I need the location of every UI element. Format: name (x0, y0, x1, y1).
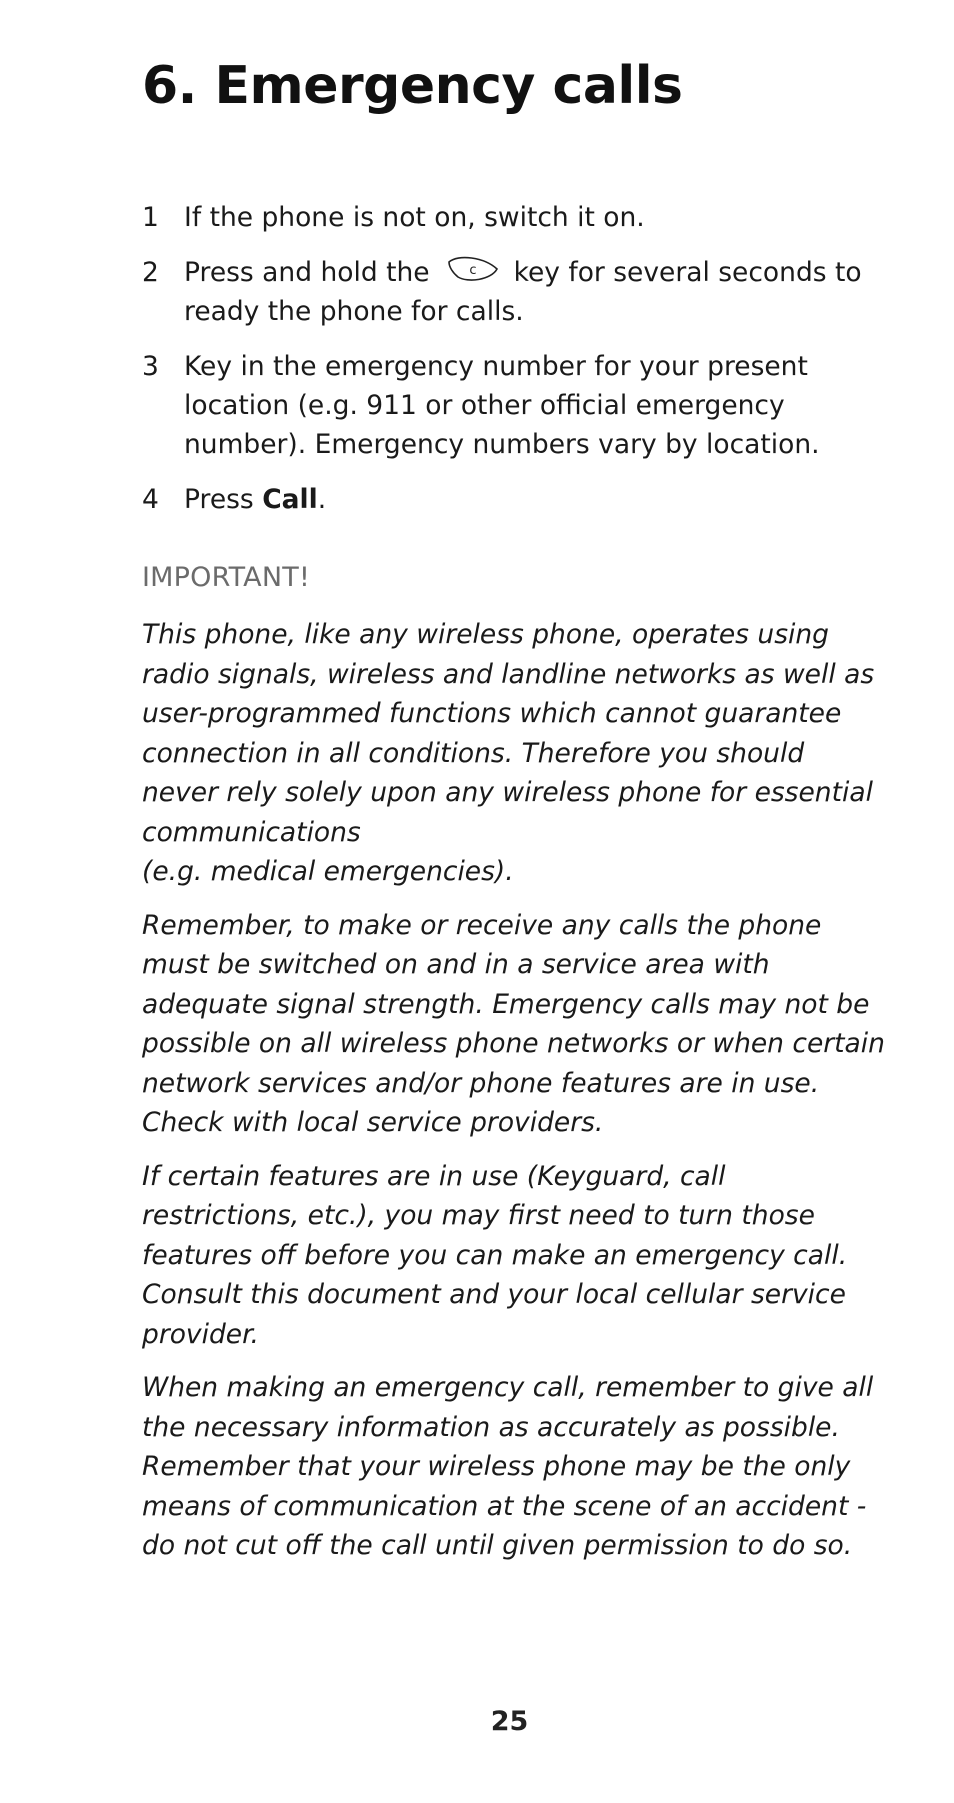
step-text: If the phone is not on, switch it on. (184, 202, 645, 233)
step-item (142, 253, 882, 331)
step-number: 4 (142, 484, 159, 515)
step-item (142, 198, 882, 237)
step-text-before: Press (184, 484, 254, 515)
important-paragraph: This phone, like any wireless phone, operates using radio signals, wireless and landline networks as well as user-programmed functions which cannot guarantee connection in all conditions. Therefore you should never rely solely upon any wireless phone for essential communications (e.g. medical emergencies). (142, 619, 875, 887)
svg-text:c: c (468, 263, 477, 278)
step-number: 2 (142, 257, 159, 288)
step-number: 1 (142, 202, 159, 233)
step-text (184, 253, 882, 331)
step-text: Key in the emergency number for your present location (e.g. 911 or other official emergency number). Emergency numbers vary by location. (184, 351, 820, 460)
page-number: 25 (490, 1706, 529, 1737)
step-text-after: key for several seconds to ready the phone for calls. (184, 257, 862, 327)
call-softkey-label: Call (262, 484, 318, 515)
step-text-after: . (317, 484, 327, 515)
important-paragraph: Remember, to make or receive any calls the phone must be switched on and in a service area with adequate signal strength. Emergency calls may not be possible on all wireless phone networks or when certain network services and/or phone features are in use. Check with local service providers. (142, 909, 885, 1138)
important-paragraph: When making an emergency call, remember to give all the necessary information as accurately as possible. Remember that your wireless phone may be the only means of communication at the scene of an accident - do not cut off the call until given permission to do so. (142, 1372, 874, 1561)
step-text (184, 480, 882, 519)
step-number: 3 (142, 351, 159, 382)
important-heading: IMPORTANT! (142, 562, 310, 593)
important-notes (142, 615, 887, 1580)
step-text-before: Press and hold the (184, 257, 430, 288)
important-paragraph: If certain features are in use (Keyguard, call restrictions, etc.), you may first need to turn those features off before you can make an emergency call. Consult this document and your local cellular service provider. (142, 1160, 848, 1350)
step-item (142, 347, 882, 464)
page-title: 6. Emergency calls (142, 56, 683, 116)
clear-key-icon (446, 255, 500, 283)
steps-list (142, 198, 882, 535)
step-item (142, 480, 882, 519)
